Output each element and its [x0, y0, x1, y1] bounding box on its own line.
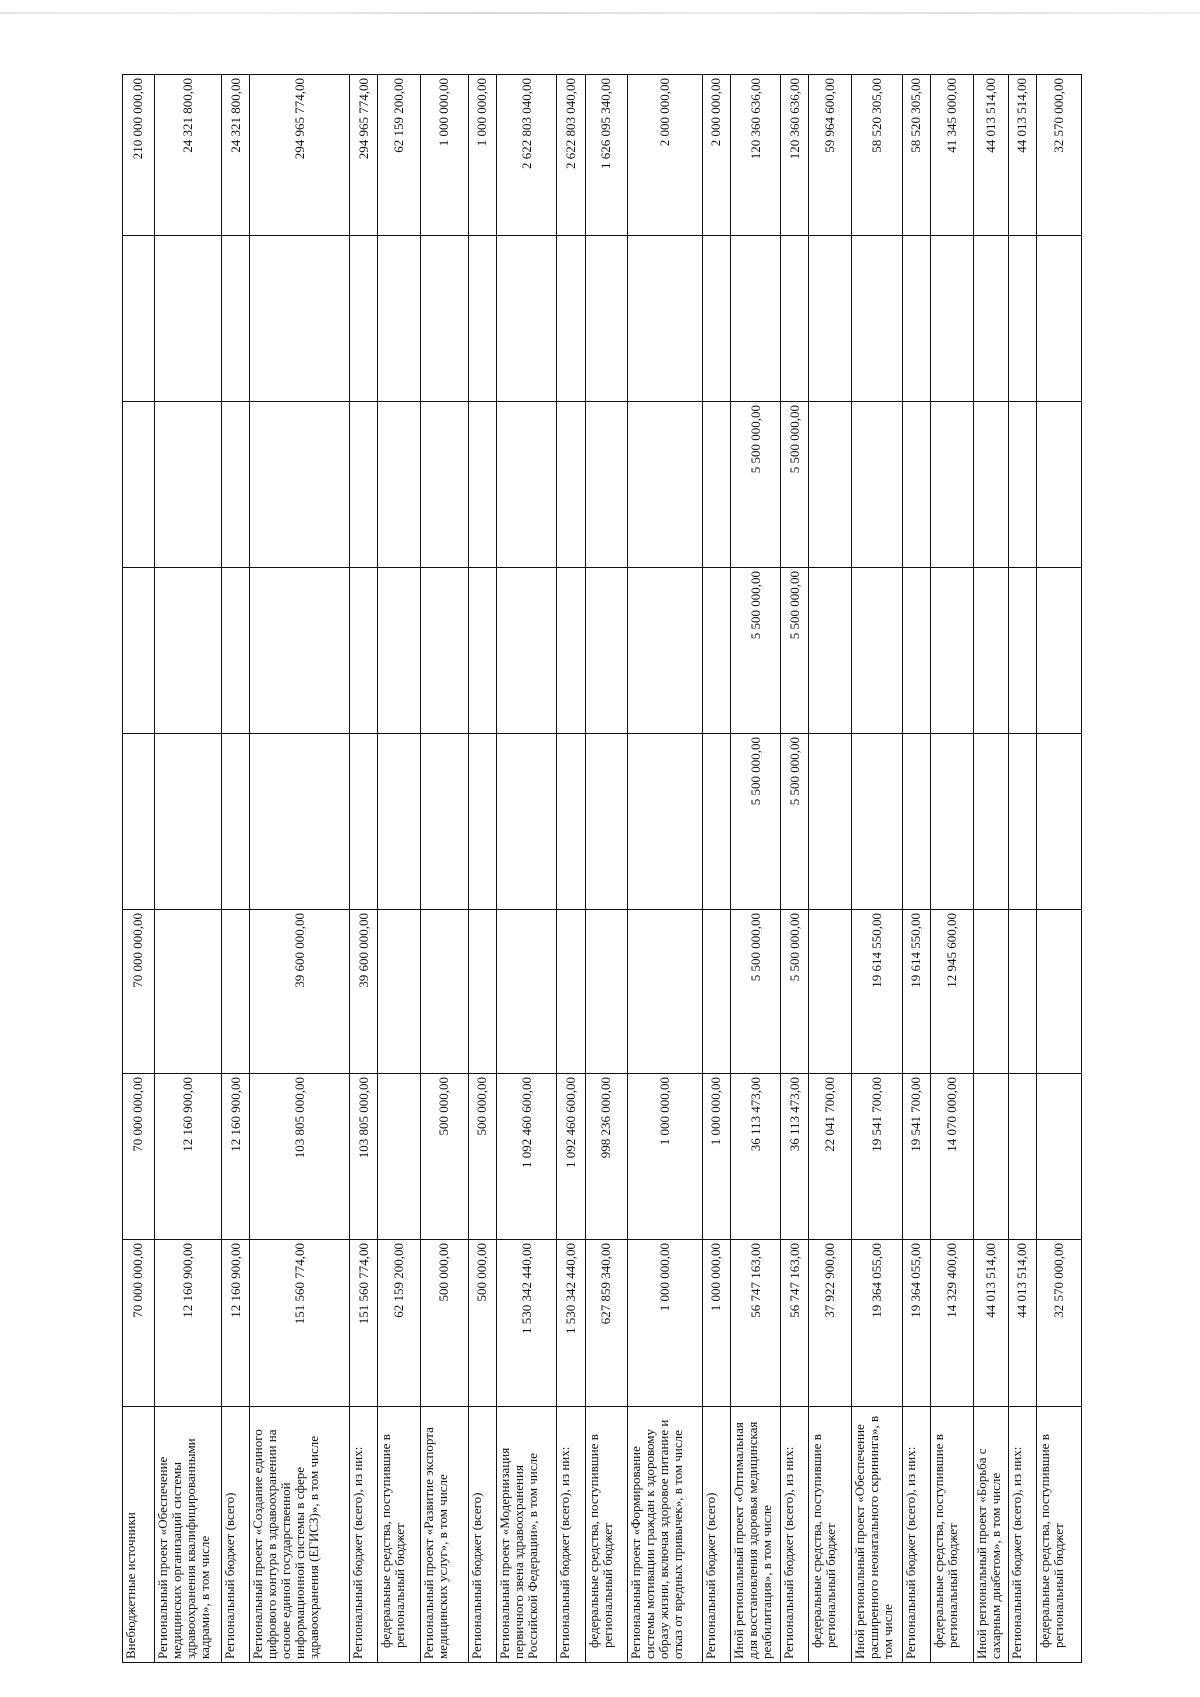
- amount-cell-y5: [496, 568, 557, 734]
- row-label: Региональный бюджет (всего): [468, 1407, 496, 1663]
- amount-cell-y5: [123, 568, 155, 734]
- amount-cell-y1: 56 747 163,00: [730, 1240, 781, 1407]
- table-row: [378, 75, 421, 1663]
- amount-cell-y1: 19 364 055,00: [852, 1240, 903, 1407]
- amount-cell-total: 32 570 000,00: [1036, 75, 1081, 236]
- amount-cell-y1: 627 859 340,00: [585, 1240, 628, 1407]
- amount-cell-y1: 19 364 055,00: [902, 1240, 930, 1407]
- row-label: федеральные средства, поступившие в региональный бюджет: [1036, 1407, 1081, 1663]
- row-label: Иной региональный проект «Обеспечение расширенного неонатального скрининга», в том числе: [852, 1407, 903, 1663]
- amount-cell-y5: [468, 568, 496, 734]
- amount-cell-y4: [973, 734, 1008, 910]
- amount-cell-total: 2 622 803 040,00: [496, 75, 557, 236]
- table-row: [1036, 75, 1081, 1663]
- amount-cell-total: 210 000 000,00: [123, 75, 155, 236]
- amount-cell-y1: 70 000 000,00: [123, 1240, 155, 1407]
- amount-cell-y6: [154, 402, 222, 568]
- empty-cell: [421, 236, 468, 402]
- amount-cell-y1: 1 530 342 440,00: [496, 1240, 557, 1407]
- row-label: Региональный бюджет (всего), из них:: [350, 1407, 378, 1663]
- row-label: Региональный бюджет (всего), из них:: [902, 1407, 930, 1663]
- amount-cell-y5: [628, 568, 702, 734]
- amount-cell-y3: [1008, 910, 1036, 1074]
- amount-cell-total: 59 964 600,00: [809, 75, 852, 236]
- amount-cell-y3: [585, 910, 628, 1074]
- row-label: Региональный проект «Создание единого цифрового контура в здравоохранении на основе единой государственной информационной системы в сфере здравоохранения (ЕГИСЗ)», в том числе: [250, 1407, 350, 1663]
- amount-cell-y1: 56 747 163,00: [781, 1240, 809, 1407]
- amount-cell-y5: [809, 568, 852, 734]
- amount-cell-y1: 44 013 514,00: [973, 1240, 1008, 1407]
- amount-cell-y6: [496, 402, 557, 568]
- empty-cell: [585, 236, 628, 402]
- empty-cell: [852, 236, 903, 402]
- rotated-page: [122, 63, 1082, 1663]
- amount-cell-y4: [585, 734, 628, 910]
- row-label: Региональный бюджет (всего), из них:: [557, 1407, 585, 1663]
- amount-cell-total: 294 965 774,00: [350, 75, 378, 236]
- amount-cell-y2: 1 092 460 600,00: [496, 1074, 557, 1240]
- amount-cell-y6: [585, 402, 628, 568]
- empty-cell: [154, 236, 222, 402]
- table-row: [1008, 75, 1036, 1663]
- amount-cell-y2: 500 000,00: [468, 1074, 496, 1240]
- amount-cell-y3: [809, 910, 852, 1074]
- empty-cell: [1036, 236, 1081, 402]
- row-label: Региональный бюджет (всего): [222, 1407, 250, 1663]
- amount-cell-y1: 1 000 000,00: [702, 1240, 730, 1407]
- amount-cell-y1: 32 570 000,00: [1036, 1240, 1081, 1407]
- amount-cell-total: 62 159 200,00: [378, 75, 421, 236]
- empty-cell: [123, 236, 155, 402]
- amount-cell-total: 1 626 095 340,00: [585, 75, 628, 236]
- table-row: [973, 75, 1008, 1663]
- amount-cell-y4: [1036, 734, 1081, 910]
- amount-cell-y3: 70 000 000,00: [123, 910, 155, 1074]
- amount-cell-y4: [496, 734, 557, 910]
- amount-cell-y5: [931, 568, 974, 734]
- amount-cell-y1: 151 560 774,00: [250, 1240, 350, 1407]
- amount-cell-y5: [250, 568, 350, 734]
- table-row: [852, 75, 903, 1663]
- table-row: [250, 75, 350, 1663]
- amount-cell-y3: [222, 910, 250, 1074]
- amount-cell-y4: [350, 734, 378, 910]
- row-label: Региональный проект «Модернизация первичного звена здравоохранения Российской Федерации», в том числе: [496, 1407, 557, 1663]
- amount-cell-y6: [378, 402, 421, 568]
- row-label: Региональный проект «Формирование системы мотивации граждан к здоровому образу жизни, включая здоровое питание и отказ от вредных привычек», в том числе: [628, 1407, 702, 1663]
- amount-cell-total: 1 000 000,00: [468, 75, 496, 236]
- amount-cell-y3: [421, 910, 468, 1074]
- amount-cell-y2: [378, 1074, 421, 1240]
- amount-cell-y6: [250, 402, 350, 568]
- amount-cell-y2: 12 160 900,00: [222, 1074, 250, 1240]
- amount-cell-y4: [378, 734, 421, 910]
- amount-cell-y4: [154, 734, 222, 910]
- amount-cell-y2: 36 113 473,00: [730, 1074, 781, 1240]
- amount-cell-y3: [154, 910, 222, 1074]
- empty-cell: [378, 236, 421, 402]
- amount-cell-y5: [557, 568, 585, 734]
- amount-cell-y5: [421, 568, 468, 734]
- table-row: [421, 75, 468, 1663]
- amount-cell-y3: [468, 910, 496, 1074]
- row-label: Внебюджетные источники: [123, 1407, 155, 1663]
- amount-cell-y6: [702, 402, 730, 568]
- amount-cell-y2: 14 070 000,00: [931, 1074, 974, 1240]
- table-row: [350, 75, 378, 1663]
- amount-cell-y2: 1 000 000,00: [628, 1074, 702, 1240]
- amount-cell-y2: 22 041 700,00: [809, 1074, 852, 1240]
- amount-cell-y6: [931, 402, 974, 568]
- amount-cell-y4: 5 500 000,00: [730, 734, 781, 910]
- amount-cell-y4: [931, 734, 974, 910]
- amount-cell-y4: [902, 734, 930, 910]
- amount-cell-y4: [468, 734, 496, 910]
- amount-cell-y6: [902, 402, 930, 568]
- amount-cell-total: 2 000 000,00: [702, 75, 730, 236]
- amount-cell-y5: [702, 568, 730, 734]
- amount-cell-y2: [1008, 1074, 1036, 1240]
- amount-cell-y3: 12 945 600,00: [931, 910, 974, 1074]
- empty-cell: [809, 236, 852, 402]
- amount-cell-total: 1 000 000,00: [421, 75, 468, 236]
- amount-cell-y1: 14 329 400,00: [931, 1240, 974, 1407]
- amount-cell-y6: [628, 402, 702, 568]
- amount-cell-y6: [809, 402, 852, 568]
- amount-cell-y1: 1 000 000,00: [628, 1240, 702, 1407]
- row-label: федеральные средства, поступившие в региональный бюджет: [931, 1407, 974, 1663]
- table-row: [154, 75, 222, 1663]
- row-label: Региональный проект «Обеспечение медицинских организаций системы здравоохранения квалифицированными кадрами», в том числе: [154, 1407, 222, 1663]
- amount-cell-total: 24 321 800,00: [154, 75, 222, 236]
- amount-cell-y2: 103 805 000,00: [250, 1074, 350, 1240]
- amount-cell-y4: [222, 734, 250, 910]
- amount-cell-y2: 1 092 460 600,00: [557, 1074, 585, 1240]
- row-label: Региональный бюджет (всего), из них:: [781, 1407, 809, 1663]
- empty-cell: [350, 236, 378, 402]
- empty-cell: [931, 236, 974, 402]
- amount-cell-y6: [557, 402, 585, 568]
- amount-cell-y6: [852, 402, 903, 568]
- amount-cell-y2: 12 160 900,00: [154, 1074, 222, 1240]
- amount-cell-y3: 19 614 550,00: [852, 910, 903, 1074]
- amount-cell-y6: 5 500 000,00: [730, 402, 781, 568]
- amount-cell-y1: 37 922 900,00: [809, 1240, 852, 1407]
- amount-cell-y2: [973, 1074, 1008, 1240]
- amount-cell-y4: [702, 734, 730, 910]
- amount-cell-y5: [154, 568, 222, 734]
- row-label: федеральные средства, поступившие в региональный бюджет: [378, 1407, 421, 1663]
- amount-cell-total: 58 520 305,00: [852, 75, 903, 236]
- amount-cell-y2: 500 000,00: [421, 1074, 468, 1240]
- amount-cell-y2: 103 805 000,00: [350, 1074, 378, 1240]
- table-row: [496, 75, 557, 1663]
- amount-cell-y4: [557, 734, 585, 910]
- empty-cell: [628, 236, 702, 402]
- amount-cell-total: 24 321 800,00: [222, 75, 250, 236]
- amount-cell-y5: [222, 568, 250, 734]
- amount-cell-y3: 5 500 000,00: [730, 910, 781, 1074]
- amount-cell-y1: 151 560 774,00: [350, 1240, 378, 1407]
- row-label: федеральные средства, поступившие в региональный бюджет: [585, 1407, 628, 1663]
- row-label: Региональный бюджет (всего): [702, 1407, 730, 1663]
- table-row: [557, 75, 585, 1663]
- table-body: [123, 75, 1082, 1663]
- amount-cell-total: 2 622 803 040,00: [557, 75, 585, 236]
- amount-cell-total: 120 360 636,00: [730, 75, 781, 236]
- amount-cell-total: 294 965 774,00: [250, 75, 350, 236]
- amount-cell-y6: [421, 402, 468, 568]
- amount-cell-y5: [902, 568, 930, 734]
- amount-cell-y5: [350, 568, 378, 734]
- amount-cell-y3: 5 500 000,00: [781, 910, 809, 1074]
- table-row: [585, 75, 628, 1663]
- amount-cell-y4: [250, 734, 350, 910]
- table-row: [931, 75, 974, 1663]
- amount-cell-y1: 12 160 900,00: [154, 1240, 222, 1407]
- amount-cell-y2: 36 113 473,00: [781, 1074, 809, 1240]
- amount-cell-y5: 5 500 000,00: [730, 568, 781, 734]
- row-label: Региональный бюджет (всего), из них:: [1008, 1407, 1036, 1663]
- amount-cell-y4: [852, 734, 903, 910]
- amount-cell-total: 44 013 514,00: [1008, 75, 1036, 236]
- amount-cell-total: 58 520 305,00: [902, 75, 930, 236]
- amount-cell-y6: [123, 402, 155, 568]
- amount-cell-y6: [1036, 402, 1081, 568]
- amount-cell-y2: [1036, 1074, 1081, 1240]
- amount-cell-y5: [585, 568, 628, 734]
- table-row: [123, 75, 155, 1663]
- amount-cell-total: 41 345 000,00: [931, 75, 974, 236]
- amount-cell-y5: [378, 568, 421, 734]
- amount-cell-y1: 1 530 342 440,00: [557, 1240, 585, 1407]
- amount-cell-y6: 5 500 000,00: [781, 402, 809, 568]
- amount-cell-y1: 500 000,00: [468, 1240, 496, 1407]
- amount-cell-y1: 500 000,00: [421, 1240, 468, 1407]
- table-row: [702, 75, 730, 1663]
- amount-cell-y3: [973, 910, 1008, 1074]
- table-row: [809, 75, 852, 1663]
- amount-cell-y6: [468, 402, 496, 568]
- amount-cell-y3: [702, 910, 730, 1074]
- amount-cell-y2: 1 000 000,00: [702, 1074, 730, 1240]
- amount-cell-y5: 5 500 000,00: [781, 568, 809, 734]
- amount-cell-y6: [973, 402, 1008, 568]
- amount-cell-y3: [557, 910, 585, 1074]
- amount-cell-y5: [1036, 568, 1081, 734]
- amount-cell-y4: [809, 734, 852, 910]
- row-label: федеральные средства, поступившие в региональный бюджет: [809, 1407, 852, 1663]
- amount-cell-y1: 44 013 514,00: [1008, 1240, 1036, 1407]
- empty-cell: [1008, 236, 1036, 402]
- budget-table: [122, 74, 1082, 1663]
- amount-cell-y4: [1008, 734, 1036, 910]
- table-row: [468, 75, 496, 1663]
- empty-cell: [496, 236, 557, 402]
- amount-cell-y2: 70 000 000,00: [123, 1074, 155, 1240]
- table-row: [628, 75, 702, 1663]
- table-row: [781, 75, 809, 1663]
- amount-cell-y3: [496, 910, 557, 1074]
- amount-cell-y1: 62 159 200,00: [378, 1240, 421, 1407]
- amount-cell-y3: 39 600 000,00: [350, 910, 378, 1074]
- amount-cell-y4: 5 500 000,00: [781, 734, 809, 910]
- amount-cell-y3: [1036, 910, 1081, 1074]
- amount-cell-y3: 39 600 000,00: [250, 910, 350, 1074]
- amount-cell-y4: [421, 734, 468, 910]
- amount-cell-y6: [1008, 402, 1036, 568]
- amount-cell-total: 2 000 000,00: [628, 75, 702, 236]
- amount-cell-y2: 19 541 700,00: [902, 1074, 930, 1240]
- row-label: Иной региональный проект «Оптимальная для восстановления здоровья медицинская реабилитация», в том числе: [730, 1407, 781, 1663]
- table-row: [902, 75, 930, 1663]
- amount-cell-total: 44 013 514,00: [973, 75, 1008, 236]
- empty-cell: [781, 236, 809, 402]
- amount-cell-y3: [378, 910, 421, 1074]
- amount-cell-total: 120 360 636,00: [781, 75, 809, 236]
- amount-cell-y3: 19 614 550,00: [902, 910, 930, 1074]
- amount-cell-y5: [852, 568, 903, 734]
- amount-cell-y5: [973, 568, 1008, 734]
- empty-cell: [557, 236, 585, 402]
- amount-cell-y6: [222, 402, 250, 568]
- scan-edge-line: [0, 12, 1200, 14]
- empty-cell: [468, 236, 496, 402]
- amount-cell-y4: [123, 734, 155, 910]
- empty-cell: [702, 236, 730, 402]
- row-label: Иной региональный проект «Борьба с сахарным диабетом», в том числе: [973, 1407, 1008, 1663]
- empty-cell: [222, 236, 250, 402]
- amount-cell-y2: 998 236 000,00: [585, 1074, 628, 1240]
- amount-cell-y4: [628, 734, 702, 910]
- table-row: [222, 75, 250, 1663]
- amount-cell-y5: [1008, 568, 1036, 734]
- empty-cell: [902, 236, 930, 402]
- row-label: Региональный проект «Развитие экспорта медицинских услуг», в том числе: [421, 1407, 468, 1663]
- amount-cell-y2: 19 541 700,00: [852, 1074, 903, 1240]
- amount-cell-y3: [628, 910, 702, 1074]
- empty-cell: [730, 236, 781, 402]
- empty-cell: [973, 236, 1008, 402]
- amount-cell-y6: [350, 402, 378, 568]
- amount-cell-y1: 12 160 900,00: [222, 1240, 250, 1407]
- empty-cell: [250, 236, 350, 402]
- table-row: [730, 75, 781, 1663]
